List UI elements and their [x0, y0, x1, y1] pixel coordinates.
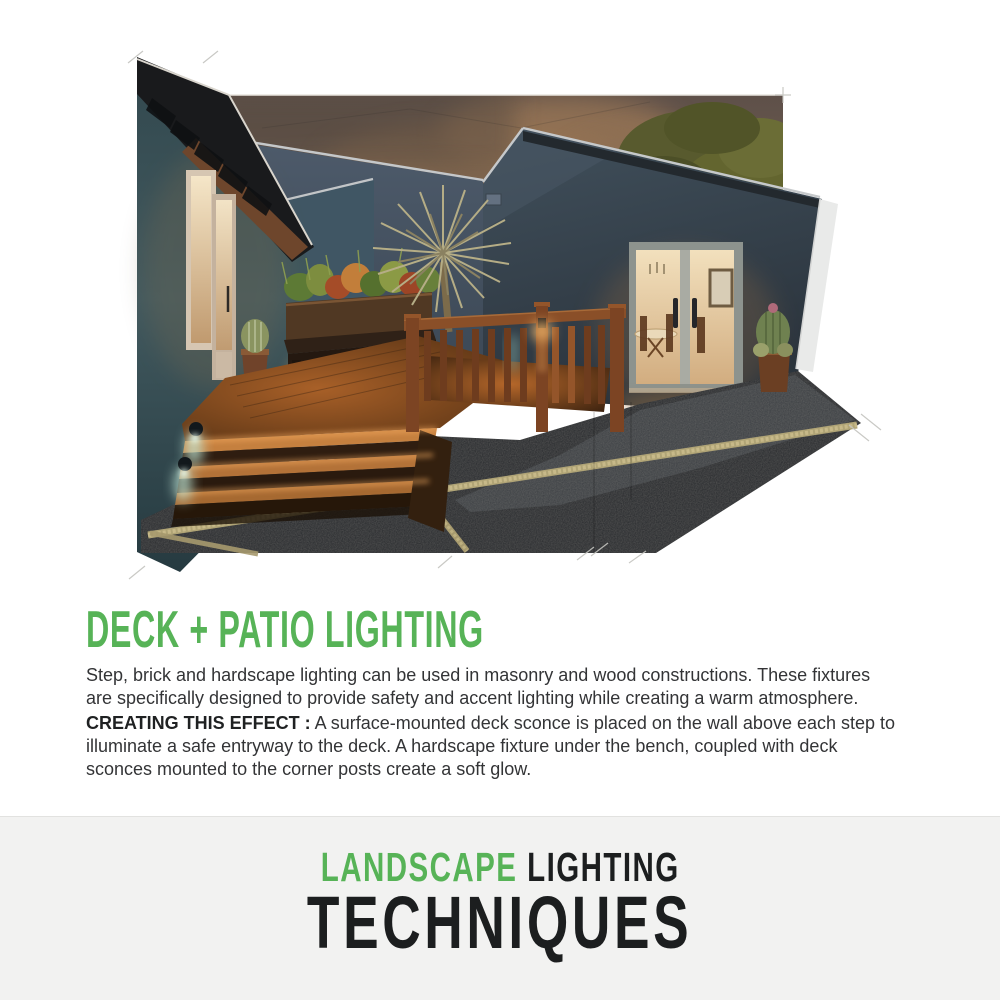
- effect-label: CREATING THIS EFFECT :: [86, 713, 311, 733]
- intro-line-2: are specifically designed to provide safety and accent lighting while creating a warm atmosphere.: [86, 688, 859, 708]
- deck-steps: [171, 428, 452, 532]
- section-heading-text: DECK + PATIO LIGHTING: [86, 601, 484, 659]
- lit-glass-door: [212, 194, 236, 380]
- effect-line-3: sconces mounted to the corner posts create a soft glow.: [86, 759, 532, 779]
- wall-vent: [486, 194, 501, 205]
- brand-word-landscape: LANDSCAPE: [320, 844, 518, 890]
- intro-line-1: Step, brick and hardscape lighting can be used in masonry and wood constructions. These fixtures: [86, 665, 871, 685]
- door-handles: [673, 298, 678, 328]
- footer-title: [0, 881, 1000, 964]
- intro-paragraph: [86, 664, 870, 710]
- brand-word-lighting: LIGHTING: [526, 844, 680, 890]
- effect-line-1-rest: A surface-mounted deck sconce is placed on the wall above each step to: [310, 713, 896, 733]
- framed-picture: [710, 270, 732, 306]
- footer-banner: [0, 816, 1000, 1000]
- effect-line-1: [86, 712, 895, 735]
- section-heading: [86, 601, 728, 659]
- cactus-flower: [768, 303, 778, 313]
- footer-title-text: TECHNIQUES: [307, 881, 693, 964]
- lit-window-left: [186, 170, 216, 350]
- effect-line-2: illuminate a safe entryway to the deck. A hardscape fixture under the bench, coupled with deck: [86, 736, 838, 756]
- effect-paragraph: [86, 712, 895, 781]
